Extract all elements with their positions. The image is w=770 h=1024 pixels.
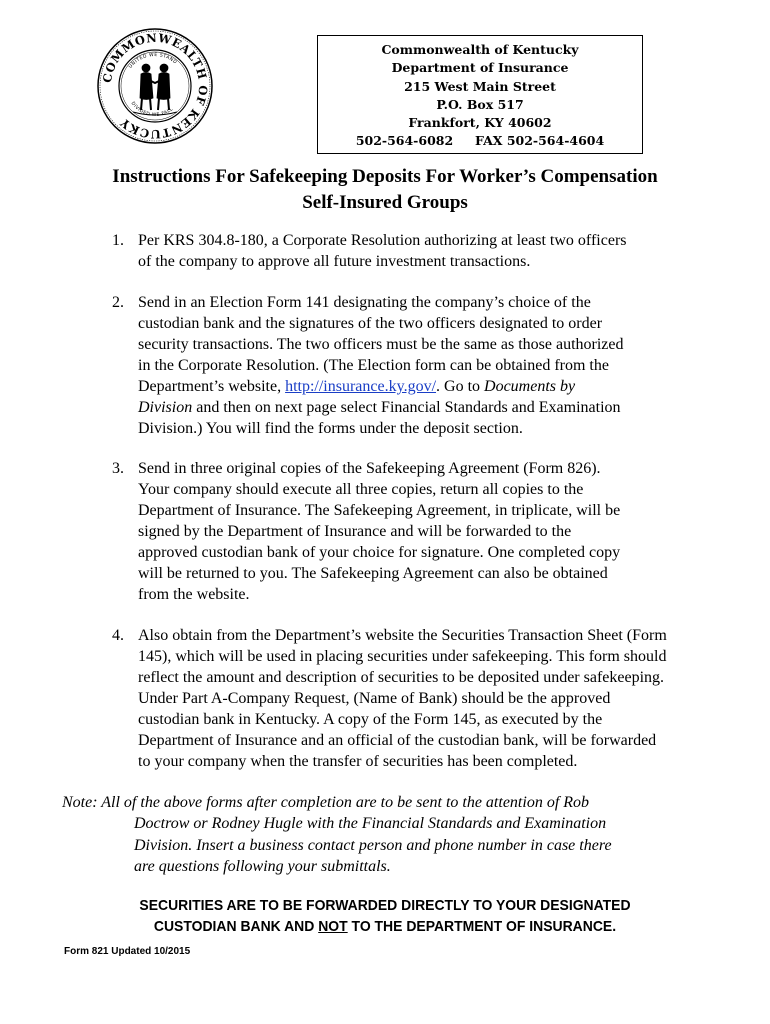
address-line: Frankfort, KY 40602 [408, 115, 552, 131]
warning-line [27, 916, 743, 937]
item-line: Department of Insurance and an official of the custodian bank, will be forwarded [138, 732, 657, 749]
title-line: Self-Insured Groups [302, 192, 468, 213]
instruction-item-4 [112, 625, 732, 772]
item-text: Department’s website, [138, 378, 286, 395]
note-paragraph [62, 792, 702, 877]
svg-text:UNITED WE STAND: UNITED WE STAND [128, 52, 178, 70]
item-text: and then on next page select Financial Standards and Examination [192, 399, 621, 416]
item-line: Department of Insurance. The Safekeeping Agreement, in triplicate, will be [138, 502, 621, 519]
warning-line: SECURITIES ARE TO BE FORWARDED DIRECTLY TO YOUR DESIGNATED [139, 897, 631, 914]
item-line: 145), which will be used in placing securities under safekeeping. This form should [138, 648, 667, 665]
instruction-item-1 [112, 230, 732, 272]
warning-text: TO THE DEPARTMENT OF INSURANCE. [347, 918, 617, 935]
item-line: will be returned to you. The Safekeeping Agreement can also be obtained [138, 565, 608, 582]
item-line: Also obtain from the Department’s website the Securities Transaction Sheet (Form [138, 627, 667, 644]
item-line: Per KRS 304.8-180, a Corporate Resolution authorizing at least two officers [138, 232, 627, 249]
securities-warning [27, 895, 743, 937]
item-line: Division.) You will find the forms under the deposit section. [138, 420, 523, 437]
address-line: 215 West Main Street [404, 78, 556, 94]
address-line: Commonwealth of Kentucky [381, 42, 579, 57]
instruction-item-3 [112, 458, 732, 605]
item-number: 2. [112, 294, 124, 311]
fax-number: FAX 502-564-4604 [474, 133, 605, 149]
address-line: Department of Insurance [391, 60, 569, 76]
svg-text:COMMONWEALTH OF KENTUCKY: COMMONWEALTH OF KENTUCKY [99, 30, 211, 142]
item-line: custodian bank in Kentucky. A copy of the Form 145, as executed by the [138, 711, 603, 728]
item-line [138, 397, 732, 418]
item-line [138, 376, 732, 397]
item-line: signed by the Department of Insurance and will be forwarded to the [138, 523, 572, 540]
item-number: 1. [112, 232, 124, 249]
item-line: security transactions. The two officers must be the same as those authorized [138, 336, 624, 353]
department-address-box [317, 35, 643, 154]
item-number: 3. [112, 460, 124, 477]
kentucky-state-seal [97, 28, 213, 144]
address-line: P.O. Box 517 [436, 96, 524, 112]
item-text: . Go to [436, 378, 485, 395]
note-line: Doctrow or Rodney Hugle with the Financial Standards and Examination [134, 815, 607, 833]
page-title [0, 164, 770, 216]
item-italic-text: Documents by [484, 378, 576, 395]
warning-text: CUSTODIAN BANK AND [153, 918, 319, 935]
warning-underlined-text: NOT [318, 918, 348, 935]
instruction-item-2 [112, 292, 732, 439]
item-line: Send in three original copies of the Safekeeping Agreement (Form 826). [138, 460, 601, 477]
item-line: custodian bank and the signatures of the two officers designated to order [138, 315, 603, 332]
contact-line [318, 132, 642, 150]
item-line: in the Corporate Resolution. (The Election form can be obtained from the [138, 357, 609, 374]
item-line: Under Part A-Company Request, (Name of Bank) should be the approved [138, 690, 611, 707]
item-line: Your company should execute all three copies, return all copies to the [138, 481, 584, 498]
phone-number: 502-564-6082 [355, 133, 454, 149]
title-line: Instructions For Safekeeping Deposits For Worker’s Compensation [112, 166, 658, 187]
note-line: Division. Insert a business contact person and phone number in case there [134, 836, 612, 854]
item-line: of the company to approve all future investment transactions. [138, 253, 531, 270]
item-number: 4. [112, 627, 124, 644]
item-line: approved custodian bank of your choice for signature. One completed copy [138, 544, 621, 561]
note-line: are questions following your submittals. [134, 857, 391, 875]
note-line: Note: All of the above forms after completion are to be sent to the attention of Rob [62, 794, 590, 811]
svg-text:DIVIDED WE FALL: DIVIDED WE FALL [129, 101, 175, 119]
item-line: to your company when the transfer of securities has been completed. [138, 753, 578, 770]
item-line: Send in an Election Form 141 designating the company’s choice of the [138, 294, 591, 311]
form-footer: Form 821 Updated 10/2015 [64, 946, 191, 957]
item-line: from the website. [138, 586, 250, 603]
item-line: reflect the amount and description of securities to be deposited under safekeeping. [138, 669, 665, 686]
insurance-website-link[interactable]: http://insurance.ky.gov/ [285, 378, 437, 395]
item-italic-text: Division [138, 399, 193, 416]
